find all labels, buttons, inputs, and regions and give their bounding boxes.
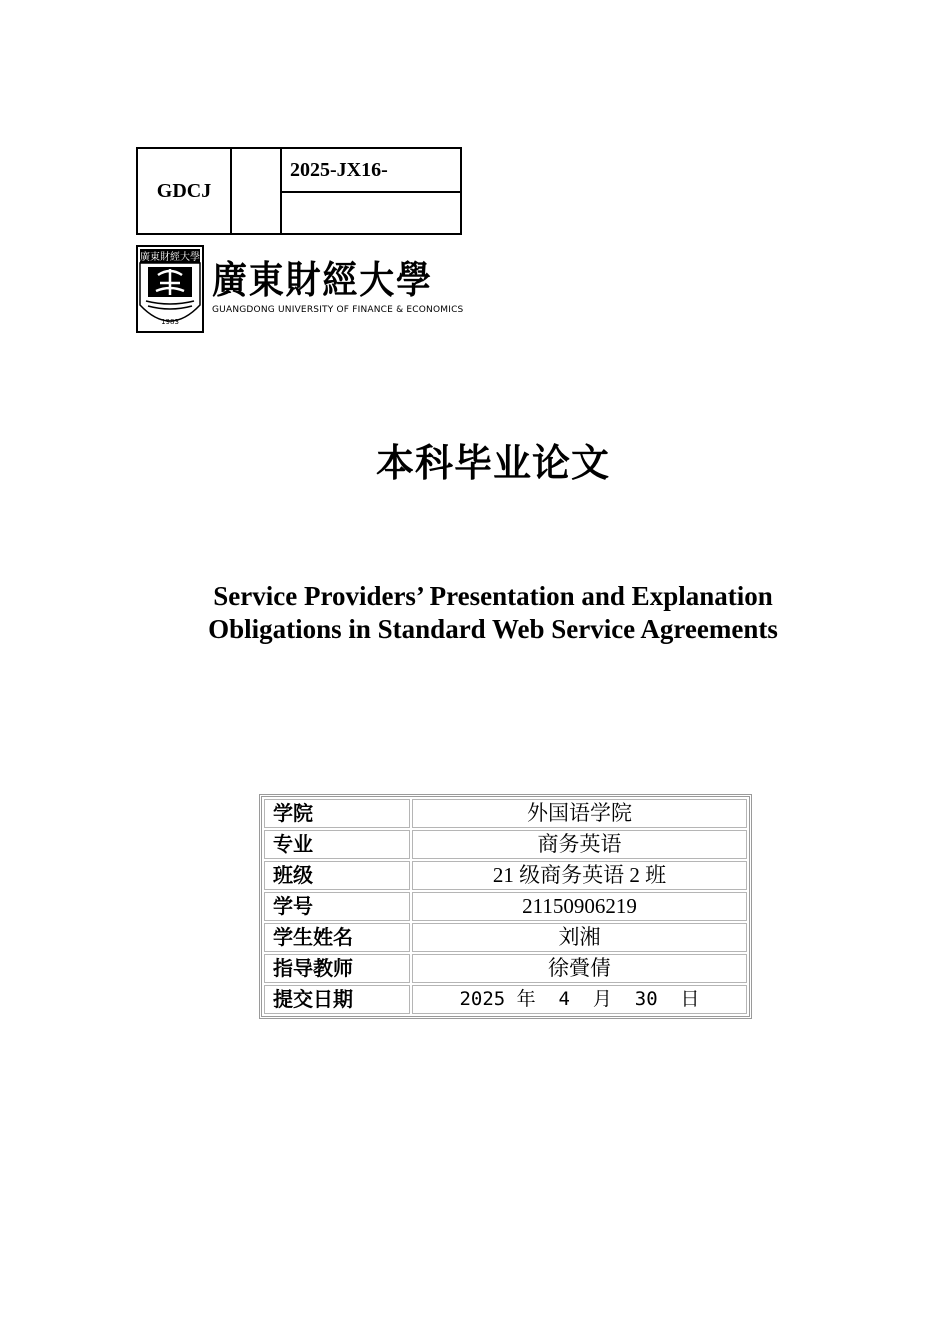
university-name-en: GUANGDONG UNIVERSITY OF FINANCE & ECONOMICS bbox=[212, 305, 464, 315]
row-label: 提交日期 bbox=[264, 985, 410, 1014]
table-row bbox=[264, 799, 747, 828]
code-blank-cell bbox=[282, 193, 460, 233]
row-value: 刘湘 bbox=[412, 923, 747, 952]
document-code-box bbox=[136, 147, 462, 235]
table-row bbox=[264, 830, 747, 859]
code-number: 2025-JX16- bbox=[282, 149, 460, 193]
table-row bbox=[264, 985, 747, 1014]
seal-year: 1983 bbox=[161, 318, 179, 326]
row-label: 班级 bbox=[264, 861, 410, 890]
row-value: 商务英语 bbox=[412, 830, 747, 859]
university-logo bbox=[136, 245, 466, 335]
row-value: 2025 年 4 月 30 日 bbox=[412, 985, 747, 1014]
table-row bbox=[264, 861, 747, 890]
row-label: 学生姓名 bbox=[264, 923, 410, 952]
table-row bbox=[264, 892, 747, 921]
row-value: 21150906219 bbox=[412, 892, 747, 921]
thesis-type-title: 本科毕业论文 bbox=[375, 441, 610, 485]
row-label: 学院 bbox=[264, 799, 410, 828]
row-label: 学号 bbox=[264, 892, 410, 921]
seal-top-text: 廣東財經大學 bbox=[140, 252, 200, 263]
code-label: GDCJ bbox=[138, 149, 232, 233]
row-value: 21 级商务英语 2 班 bbox=[412, 861, 747, 890]
row-value: 徐賫倩 bbox=[412, 954, 747, 983]
code-empty-cell bbox=[232, 149, 282, 233]
university-seal-icon bbox=[136, 245, 204, 333]
row-value: 外国语学院 bbox=[412, 799, 747, 828]
thesis-title-line-2: Obligations in Standard Web Service Agreements bbox=[208, 614, 778, 644]
row-label: 专业 bbox=[264, 830, 410, 859]
thesis-title bbox=[180, 580, 806, 646]
thesis-title-line-1: Service Providers’ Presentation and Explanation bbox=[213, 581, 773, 611]
table-row bbox=[264, 923, 747, 952]
table-row bbox=[264, 954, 747, 983]
row-label: 指导教师 bbox=[264, 954, 410, 983]
university-name-zh: 廣東財經大學 bbox=[212, 257, 433, 302]
student-info-table bbox=[259, 794, 752, 1019]
